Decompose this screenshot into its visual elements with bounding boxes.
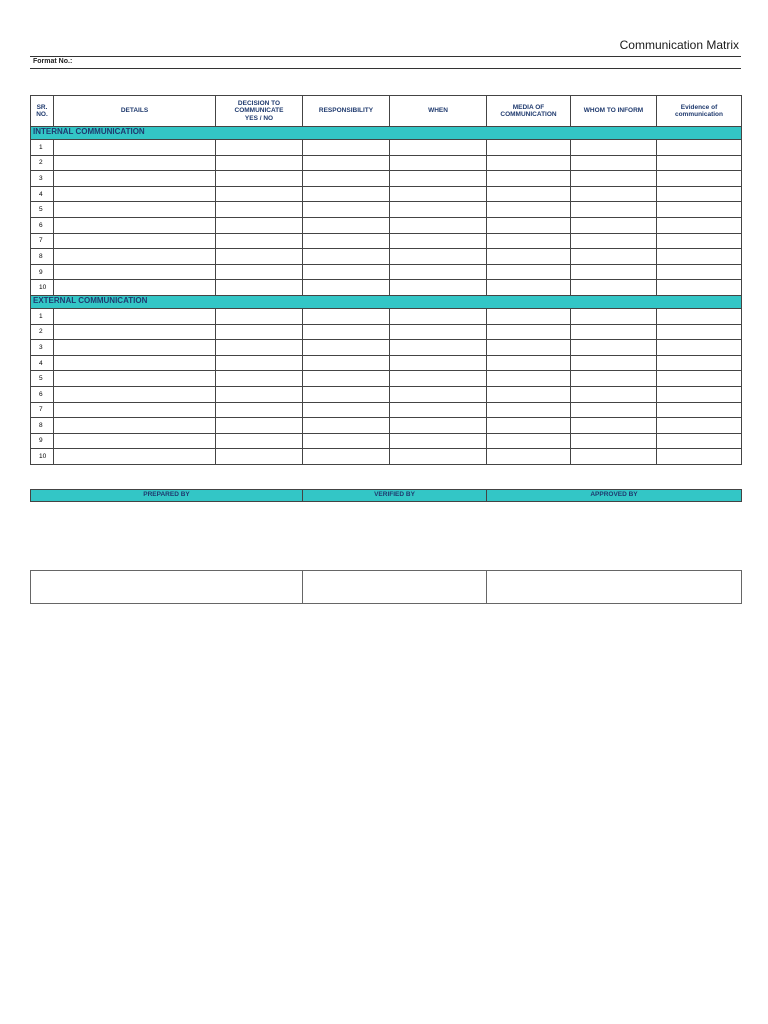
when-cell[interactable] xyxy=(390,402,487,418)
whom-cell[interactable] xyxy=(571,264,657,280)
header-decision: DECISION TO COMMUNICATE YES / NO xyxy=(216,96,303,127)
whom-cell[interactable] xyxy=(571,140,657,156)
whom-cell[interactable] xyxy=(571,324,657,340)
when-cell[interactable] xyxy=(390,340,487,356)
when-cell[interactable] xyxy=(390,324,487,340)
table-row xyxy=(31,264,742,280)
signature-row xyxy=(31,571,742,604)
media-cell[interactable] xyxy=(487,171,571,187)
serial-number: 4 xyxy=(31,186,54,202)
media-cell[interactable] xyxy=(487,340,571,356)
media-cell[interactable] xyxy=(487,308,571,324)
serial-number: 5 xyxy=(31,371,54,387)
header-media: MEDIA OF COMMUNICATION xyxy=(487,96,571,127)
whom-cell[interactable] xyxy=(571,355,657,371)
evidence-cell[interactable] xyxy=(657,233,742,249)
when-cell[interactable] xyxy=(390,140,487,156)
evidence-cell[interactable] xyxy=(657,171,742,187)
evidence-cell[interactable] xyxy=(657,186,742,202)
decision-cell[interactable] xyxy=(216,449,303,465)
verified-by-label: VERIFIED BY xyxy=(303,490,487,502)
decision-cell[interactable] xyxy=(216,171,303,187)
evidence-cell[interactable] xyxy=(657,249,742,265)
evidence-cell[interactable] xyxy=(657,264,742,280)
serial-number: 1 xyxy=(31,140,54,156)
when-cell[interactable] xyxy=(390,418,487,434)
decision-cell[interactable] xyxy=(216,249,303,265)
whom-cell[interactable] xyxy=(571,155,657,171)
whom-cell[interactable] xyxy=(571,418,657,434)
details-cell[interactable] xyxy=(54,371,216,387)
evidence-cell[interactable] xyxy=(657,308,742,324)
table-row xyxy=(31,280,742,296)
responsibility-cell[interactable] xyxy=(303,324,390,340)
responsibility-cell[interactable] xyxy=(303,386,390,402)
when-cell[interactable] xyxy=(390,233,487,249)
table-row xyxy=(31,433,742,449)
approved-by-signature-cell[interactable] xyxy=(487,571,742,604)
signoff-header-table xyxy=(30,489,742,502)
when-cell[interactable] xyxy=(390,171,487,187)
evidence-cell[interactable] xyxy=(657,402,742,418)
media-cell[interactable] xyxy=(487,433,571,449)
media-cell[interactable] xyxy=(487,155,571,171)
details-cell[interactable] xyxy=(54,386,216,402)
decision-cell[interactable] xyxy=(216,340,303,356)
evidence-cell[interactable] xyxy=(657,280,742,296)
verified-by-signature-cell[interactable] xyxy=(303,571,487,604)
serial-number: 2 xyxy=(31,155,54,171)
table-row xyxy=(31,171,742,187)
details-cell[interactable] xyxy=(54,264,216,280)
whom-cell[interactable] xyxy=(571,386,657,402)
evidence-cell[interactable] xyxy=(657,202,742,218)
responsibility-cell[interactable] xyxy=(303,264,390,280)
when-cell[interactable] xyxy=(390,449,487,465)
decision-cell[interactable] xyxy=(216,324,303,340)
serial-number: 9 xyxy=(31,433,54,449)
responsibility-cell[interactable] xyxy=(303,280,390,296)
responsibility-cell[interactable] xyxy=(303,340,390,356)
serial-number: 4 xyxy=(31,355,54,371)
details-cell[interactable] xyxy=(54,171,216,187)
details-cell[interactable] xyxy=(54,280,216,296)
when-cell[interactable] xyxy=(390,217,487,233)
evidence-cell[interactable] xyxy=(657,140,742,156)
decision-cell[interactable] xyxy=(216,264,303,280)
responsibility-cell[interactable] xyxy=(303,202,390,218)
decision-cell[interactable] xyxy=(216,280,303,296)
details-cell[interactable] xyxy=(54,340,216,356)
responsibility-cell[interactable] xyxy=(303,186,390,202)
evidence-cell[interactable] xyxy=(657,324,742,340)
when-cell[interactable] xyxy=(390,264,487,280)
table-row xyxy=(31,217,742,233)
table-row xyxy=(31,355,742,371)
when-cell[interactable] xyxy=(390,249,487,265)
header-details: DETAILS xyxy=(54,96,216,127)
responsibility-cell[interactable] xyxy=(303,371,390,387)
prepared-by-label: PREPARED BY xyxy=(31,490,303,502)
responsibility-cell[interactable] xyxy=(303,171,390,187)
when-cell[interactable] xyxy=(390,386,487,402)
media-cell[interactable] xyxy=(487,418,571,434)
serial-number: 6 xyxy=(31,217,54,233)
media-cell[interactable] xyxy=(487,280,571,296)
details-cell[interactable] xyxy=(54,355,216,371)
whom-cell[interactable] xyxy=(571,449,657,465)
responsibility-cell[interactable] xyxy=(303,433,390,449)
when-cell[interactable] xyxy=(390,155,487,171)
evidence-cell[interactable] xyxy=(657,433,742,449)
responsibility-cell[interactable] xyxy=(303,233,390,249)
table-row xyxy=(31,386,742,402)
header-sr-no: SR. NO. xyxy=(31,96,54,127)
decision-cell[interactable] xyxy=(216,202,303,218)
decision-cell[interactable] xyxy=(216,155,303,171)
details-cell[interactable] xyxy=(54,308,216,324)
details-cell[interactable] xyxy=(54,249,216,265)
table-row xyxy=(31,449,742,465)
when-cell[interactable] xyxy=(390,371,487,387)
details-cell[interactable] xyxy=(54,418,216,434)
details-cell[interactable] xyxy=(54,324,216,340)
details-cell[interactable] xyxy=(54,233,216,249)
media-cell[interactable] xyxy=(487,324,571,340)
evidence-cell[interactable] xyxy=(657,155,742,171)
section-header-row xyxy=(31,295,742,308)
whom-cell[interactable] xyxy=(571,202,657,218)
when-cell[interactable] xyxy=(390,186,487,202)
header-responsibility: RESPONSIBILITY xyxy=(303,96,390,127)
decision-cell[interactable] xyxy=(216,186,303,202)
header-when: WHEN xyxy=(390,96,487,127)
when-cell[interactable] xyxy=(390,308,487,324)
title-underline xyxy=(30,56,741,57)
serial-number: 10 xyxy=(31,280,54,296)
details-cell[interactable] xyxy=(54,433,216,449)
responsibility-cell[interactable] xyxy=(303,418,390,434)
media-cell[interactable] xyxy=(487,355,571,371)
signoff-header-row xyxy=(31,490,742,502)
responsibility-cell[interactable] xyxy=(303,155,390,171)
serial-number: 1 xyxy=(31,308,54,324)
responsibility-cell[interactable] xyxy=(303,308,390,324)
serial-number: 3 xyxy=(31,171,54,187)
table-row xyxy=(31,233,742,249)
responsibility-cell[interactable] xyxy=(303,140,390,156)
responsibility-cell[interactable] xyxy=(303,355,390,371)
details-cell[interactable] xyxy=(54,217,216,233)
table-row xyxy=(31,402,742,418)
decision-cell[interactable] xyxy=(216,418,303,434)
whom-cell[interactable] xyxy=(571,340,657,356)
matrix-body xyxy=(31,127,742,465)
signature-box-table xyxy=(30,570,742,604)
serial-number: 6 xyxy=(31,386,54,402)
evidence-cell[interactable] xyxy=(657,371,742,387)
whom-cell[interactable] xyxy=(571,371,657,387)
evidence-cell[interactable] xyxy=(657,418,742,434)
whom-cell[interactable] xyxy=(571,402,657,418)
table-row xyxy=(31,202,742,218)
section-title: INTERNAL COMMUNICATION xyxy=(31,127,742,140)
media-cell[interactable] xyxy=(487,233,571,249)
details-cell[interactable] xyxy=(54,140,216,156)
evidence-cell[interactable] xyxy=(657,340,742,356)
format-number-label: Format No.: xyxy=(33,58,73,65)
media-cell[interactable] xyxy=(487,402,571,418)
whom-cell[interactable] xyxy=(571,233,657,249)
whom-cell[interactable] xyxy=(571,249,657,265)
details-cell[interactable] xyxy=(54,449,216,465)
media-cell[interactable] xyxy=(487,264,571,280)
approved-by-label: APPROVED BY xyxy=(487,490,742,502)
serial-number: 10 xyxy=(31,449,54,465)
media-cell[interactable] xyxy=(487,249,571,265)
serial-number: 7 xyxy=(31,233,54,249)
table-row xyxy=(31,155,742,171)
media-cell[interactable] xyxy=(487,202,571,218)
table-row xyxy=(31,324,742,340)
decision-cell[interactable] xyxy=(216,433,303,449)
header-whom: WHOM TO INFORM xyxy=(571,96,657,127)
whom-cell[interactable] xyxy=(571,433,657,449)
decision-cell[interactable] xyxy=(216,355,303,371)
table-row xyxy=(31,249,742,265)
media-cell[interactable] xyxy=(487,186,571,202)
when-cell[interactable] xyxy=(390,355,487,371)
media-cell[interactable] xyxy=(487,140,571,156)
serial-number: 9 xyxy=(31,264,54,280)
whom-cell[interactable] xyxy=(571,280,657,296)
media-cell[interactable] xyxy=(487,386,571,402)
serial-number: 5 xyxy=(31,202,54,218)
decision-cell[interactable] xyxy=(216,386,303,402)
table-row xyxy=(31,418,742,434)
decision-cell[interactable] xyxy=(216,217,303,233)
evidence-cell[interactable] xyxy=(657,386,742,402)
section-header-row xyxy=(31,127,742,140)
responsibility-cell[interactable] xyxy=(303,217,390,233)
whom-cell[interactable] xyxy=(571,217,657,233)
decision-cell[interactable] xyxy=(216,308,303,324)
media-cell[interactable] xyxy=(487,371,571,387)
details-cell[interactable] xyxy=(54,202,216,218)
document-title: Communication Matrix xyxy=(619,38,739,52)
communication-matrix-table xyxy=(30,95,742,465)
evidence-cell[interactable] xyxy=(657,449,742,465)
responsibility-cell[interactable] xyxy=(303,249,390,265)
whom-cell[interactable] xyxy=(571,171,657,187)
section-title: EXTERNAL COMMUNICATION xyxy=(31,295,742,308)
serial-number: 8 xyxy=(31,418,54,434)
decision-cell[interactable] xyxy=(216,402,303,418)
header-row xyxy=(31,96,742,127)
details-cell[interactable] xyxy=(54,186,216,202)
evidence-cell[interactable] xyxy=(657,355,742,371)
table-row xyxy=(31,308,742,324)
media-cell[interactable] xyxy=(487,217,571,233)
header-evidence: Evidence of communication xyxy=(657,96,742,127)
table-row xyxy=(31,340,742,356)
table-row xyxy=(31,186,742,202)
when-cell[interactable] xyxy=(390,202,487,218)
table-row xyxy=(31,140,742,156)
whom-cell[interactable] xyxy=(571,186,657,202)
serial-number: 7 xyxy=(31,402,54,418)
serial-number: 3 xyxy=(31,340,54,356)
table-row xyxy=(31,371,742,387)
format-underline xyxy=(30,68,741,69)
decision-cell[interactable] xyxy=(216,371,303,387)
evidence-cell[interactable] xyxy=(657,217,742,233)
media-cell[interactable] xyxy=(487,449,571,465)
when-cell[interactable] xyxy=(390,433,487,449)
decision-cell[interactable] xyxy=(216,233,303,249)
when-cell[interactable] xyxy=(390,280,487,296)
details-cell[interactable] xyxy=(54,402,216,418)
whom-cell[interactable] xyxy=(571,308,657,324)
responsibility-cell[interactable] xyxy=(303,449,390,465)
decision-cell[interactable] xyxy=(216,140,303,156)
details-cell[interactable] xyxy=(54,155,216,171)
responsibility-cell[interactable] xyxy=(303,402,390,418)
serial-number: 2 xyxy=(31,324,54,340)
serial-number: 8 xyxy=(31,249,54,265)
prepared-by-signature-cell[interactable] xyxy=(31,571,303,604)
